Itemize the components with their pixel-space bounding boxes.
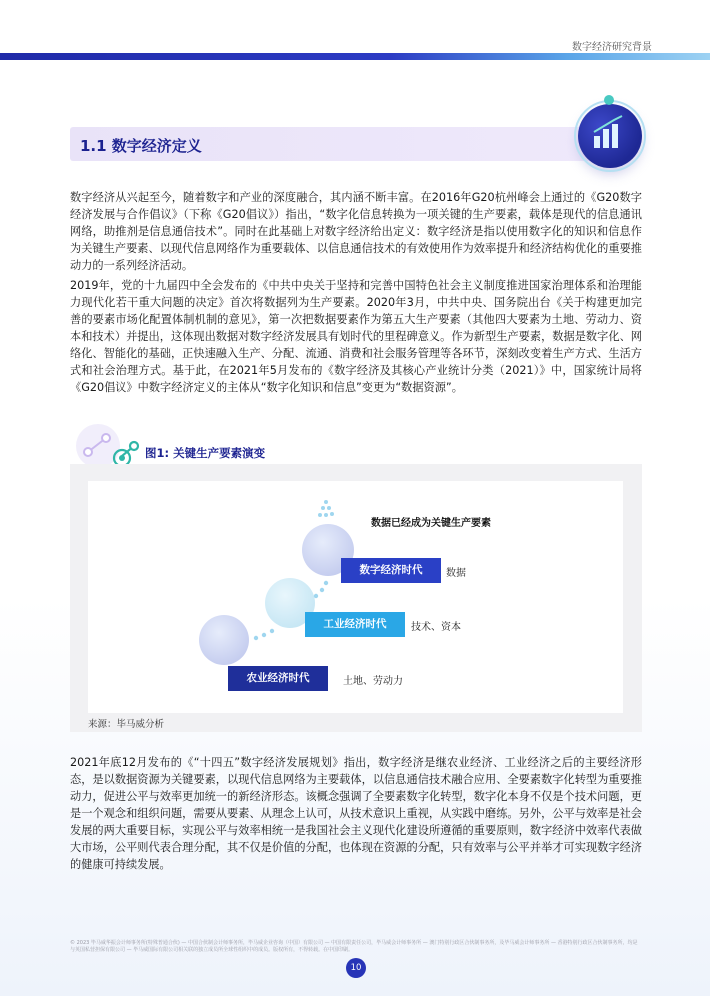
header-bar [0,53,710,60]
era-agri-factor: 土地、劳动力 [343,676,403,687]
figure-source: 来源：毕马威分析 [88,719,165,730]
paragraph-3: 2021年底12月发布的《“十四五”数字经济发展规划》指出，数字经济是继农业经济、工业经济之后的主要经济形态，是以数据资源为关键要素，以现代信息网络为主要载体，以信息通信技术融合应用、全要素数字化转型为重要推动力，促进公平与效率更加统一的新经济形态。该概念强调了全要素数字化转型，数字化本身不仅是个技术问题，更是一个观念和组织问题，需要从要素、从理念上认可，从技术意识上重视，从实践中磨练。另外，公平与效率是社会发展的两大重要目标，实现公平与效率相统一是我国社会主义现代化建设所遵循的重要原则，数字经济中效率代表做大市场，公平则代表合理分配，其不仅是价值的分配，也体现在资源的分配，只有效率与公平并举才可实现数字经济的健康可持续发展。 [70,756,642,871]
page-number: 10 [346,958,366,978]
era-industrial-label: 工业经济时代 [305,612,405,637]
figure-headline: 数据已经成为关键生产要素 [371,518,491,529]
era-digital-label: 数字经济时代 [341,558,441,583]
agri-bubble [199,615,249,665]
running-header: 数字经济研究背景 [572,42,652,53]
era-industrial-factor: 技术、资本 [411,622,461,633]
intro-text [70,189,642,396]
figure-title: 图1: 关键生产要素演变 [145,446,266,460]
era-agri-label: 农业经济时代 [228,666,328,691]
legal-footer: © 2023 毕马威华振会计师事务所(特殊普通合伙) — 中国合伙制会计师事务所，毕马威企业咨询（中国）有限公司 — 中国有限责任公司，毕马威会计师事务所 — 澳门特别行政区合伙制事务所，及毕马威会计师事务所 — 香港特别行政区合伙制事务所，均是与英国私营担保有限公司 — 毕马威国际有限公司相关联的独立成员所全球性组织中的成员。版权所有，不得转载。在中国印刷。 [70,940,638,953]
paragraph-1: 数字经济从兴起至今，随着数字和产业的深度融合，其内涵不断丰富。在2016年G20杭州峰会上通过的《G20数字经济发展与合作倡议》（下称《G20倡议》）指出，“数字化信息转换为一项关键的生产要素，载体是现代的信息通讯网络，助推剂是信息通信技术”。同时在此基础上对数字经济给出定义：数字经济是指以使用数字化的知识和信息作为关键生产要素、以现代信息网络作为重要载体、以信息通信技术的有效使用作为效率提升和经济结构优化的重要推动力的一系列经济活动。 [70,191,642,272]
bar-chart-glyph [578,104,638,164]
section-title: 1.1 数字经济定义 [80,137,202,155]
figure-canvas [88,481,623,713]
closing-text [70,754,642,873]
section-title-banner [70,127,626,161]
figure-panel [70,464,642,732]
bar-chart-icon [578,104,642,168]
paragraph-2: 2019年，党的十九届四中全会发布的《中共中央关于坚持和完善中国特色社会主义制度推进国家治理体系和治理能力现代化若干重大问题的决定》首次将数据列为生产要素。2020年3月，中共中央、国务院出台《关于构建更加完善的要素市场化配置体制机制的意见》，第一次把数据要素作为第五大生产要素（其他四大要素为土地、劳动力、资本和技术）并提出，这体现出数据对数字经济发展具有划时代的里程碑意义。作为新型生产要素，数据是数字化、网络化、智能化的基础，正快速融入生产、分配、流通、消费和社会服务管理等各环节，深刻改变着生产方式、生活方式和社会治理方式。基于此，在2021年5月发布的《数字经济及其核心产业统计分类（2021）》中，国家统计局将《G20倡议》中数字经济定义的主体从“数字化知识和信息”变更为“数据资源”。 [70,279,642,394]
era-digital-factor: 数据 [446,568,466,579]
